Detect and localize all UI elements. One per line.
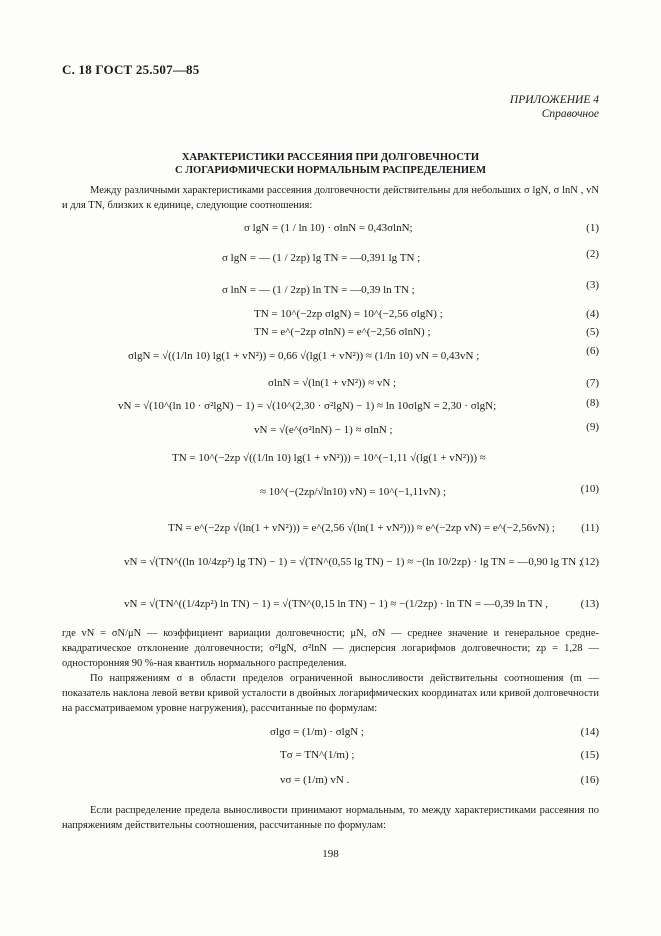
equation-number-10: (10) [580,483,599,495]
equation-number-12: (12) [580,556,599,568]
legend-paragraph: где vN = σN/μN — коэффициент вариации долговечности; μN, σN — среднее значение и генеральное средне-квадратическое отклонение долговечности; σ²lgN, σ²lnN — дисперсия логарифмов долговечности; zp = 1,28 — односторонняя 90 %-ная квантиль нормального распределения. [62,628,599,669]
equation-number-1: (1) [586,222,599,234]
appendix-label [510,93,599,121]
appendix-type: Справочное [541,108,599,120]
intro-paragraph: Между различными характеристиками рассеяния долговечности действительны для небольших σ lgN, σ lnN , vN и для TN, близких к единице, следующие соотношения: [62,185,599,211]
equation-1: σ lgN = (1 / ln 10) · σlnN = 0,43σlnN; [244,222,413,234]
equation-8: vN = √(10^(ln 10 · σ²lgN) − 1) = √(10^(2,30 · σ²lgN) − 1) ≈ ln 10σlgN = 2,30 · σlgN; [118,400,497,412]
equation-7: σlnN = √(ln(1 + vN²)) ≈ vN ; [268,377,397,389]
equation-number-16: (16) [580,774,599,786]
equation-2: σ lgN = — (1 / 2zp) lg TN = —0,391 lg TN ; [222,252,421,264]
equation-number-5: (5) [586,326,599,338]
title-line-2: С ЛОГАРИФМИЧЕСКИ НОРМАЛЬНЫМ РАСПРЕДЕЛЕНИЕМ [175,165,486,176]
equation-13: vN = √(TN^((1/4zp²) ln TN) − 1) = √(TN^(0,15 ln TN) − 1) ≈ −(1/2zp) · ln TN = —0,39 ln TN , [124,598,549,610]
title-line-1: ХАРАКТЕРИСТИКИ РАССЕЯНИЯ ПРИ ДОЛГОВЕЧНОСТИ [181,152,480,163]
equation-number-11: (11) [581,522,599,534]
equation-16: vσ = (1/m) vN . [280,774,350,786]
equation-number-3: (3) [586,279,599,291]
equation-15: Tσ = TN^(1/m) ; [280,749,355,761]
equation-number-13: (13) [580,598,599,610]
equation-number-15: (15) [580,749,599,761]
equation-10-line-2: ≈ 10^(−(2zp/√ln10) vN) = 10^(−1,11vN) ; [260,486,447,498]
page-header: С. 18 ГОСТ 25.507—85 [62,62,200,77]
equation-14: σlgσ = (1/m) · σlgN ; [270,726,364,738]
equation-number-2: (2) [586,248,599,260]
stress-paragraph: По напряжениям σ в области пределов ограниченной выносливости действительны соотношения (m — показатель наклона левой ветви кривой усталости в двойных логарифмических координатах или кривой долговечности на рассматриваемом уровне нагружения), рассчитанные по формулам: [62,673,599,714]
normal-distribution-paragraph: Если распределение предела выносливости принимают нормальным, то между характеристиками рассеяния по напряжениям действительны соотношения, рассчитанные по формулам: [62,805,599,831]
equation-number-8: (8) [586,397,599,409]
equation-9: vN = √(e^(σ²lnN) − 1) ≈ σlnN ; [254,424,393,436]
section-title [0,151,661,177]
equation-12: vN = √(TN^((ln 10/4zp²) lg TN) − 1) = √(TN^(0,55 lg TN) − 1) ≈ −(ln 10/2zp) · lg TN = —0,90 lg TN ; [124,556,582,568]
equation-number-7: (7) [586,377,599,389]
equation-4: TN = 10^(−2zp σlgN) = 10^(−2,56 σlgN) ; [254,308,443,320]
equation-number-6: (6) [586,345,599,357]
equation-number-14: (14) [580,726,599,738]
equation-11: TN = e^(−2zp √(ln(1 + vN²))) = e^(2,56 √(ln(1 + vN²))) ≈ e^(−2zp vN) = e^(−2,56vN) ; [168,522,555,534]
equation-10-line-1: TN = 10^(−2zp √((1/ln 10) lg(1 + vN²))) = 10^(−1,11 √(lg(1 + vN²))) ≈ [172,452,486,464]
equation-3: σ lnN = — (1 / 2zp) ln TN = —0,39 ln TN ; [222,284,415,296]
appendix-number: ПРИЛОЖЕНИЕ 4 [509,94,599,106]
equation-number-9: (9) [586,421,599,433]
equation-number-4: (4) [586,308,599,320]
equation-6: σlgN = √((1/ln 10) lg(1 + vN²)) = 0,66 √(lg(1 + vN²)) ≈ (1/ln 10) vN = 0,43vN ; [128,350,480,362]
page-number: 198 [322,848,339,860]
equation-5: TN = e^(−2zp σlnN) = e^(−2,56 σlnN) ; [254,326,431,338]
